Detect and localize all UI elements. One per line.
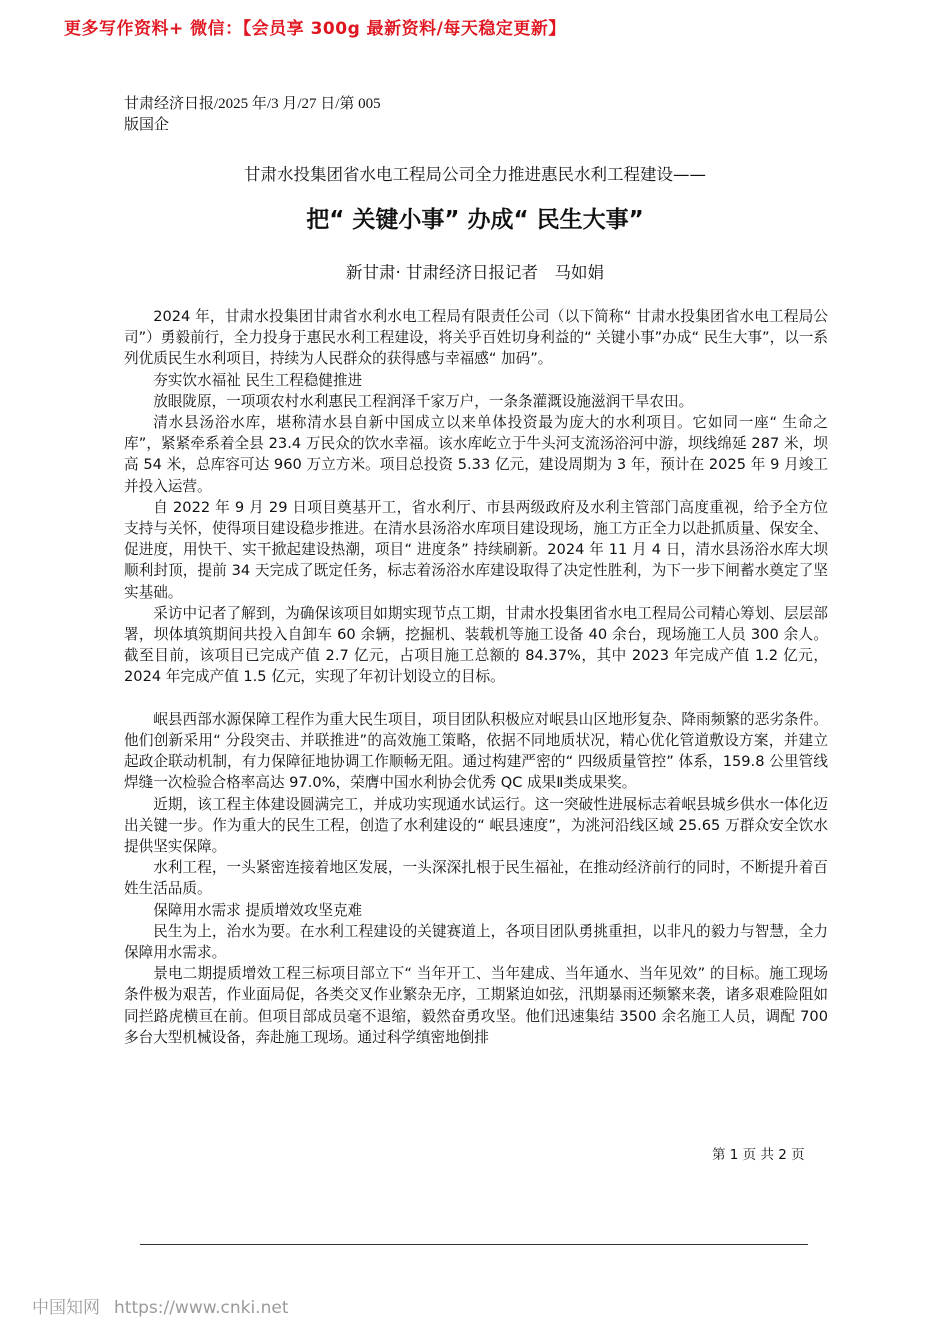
paragraph: 水利工程，一头紧密连接着地区发展，一头深深扎根于民生福祉，在推动经济前行的同时，不断提升着百姓生活品质。 bbox=[124, 859, 828, 898]
footer-divider bbox=[140, 1244, 808, 1245]
article-subtitle: 甘肃水投集团省水电工程局公司全力推进惠民水利工程建设—— bbox=[244, 165, 706, 184]
footer-url[interactable]: https://www.cnki.net bbox=[114, 1298, 289, 1318]
article-byline: 新甘肃· 甘肃经济日报记者 马如娟 bbox=[346, 263, 604, 282]
source-line-1: 甘肃经济日报/2025 年/3 月/27 日/第 005 bbox=[124, 96, 381, 112]
section-heading: 保障用水需求 提质增效攻坚克难 bbox=[153, 901, 363, 919]
paragraph: 民生为上，治水为要。在水利工程建设的关键赛道上，各项目团队勇挑重担，以非凡的毅力与智慧，全力保障用水需求。 bbox=[124, 922, 828, 962]
paragraph: 景电二期提质增效工程三标项目部立下“ 当年开工、当年建成、当年通水、当年见效” 的目标。施工现场条件极为艰苦，作业面局促，各类交叉作业繁杂无序，工期紧迫如弦，汛期暴雨还频繁来袭，诸多艰难险阻如同拦路虎横亘在前。但项目部成员毫不退缩，毅然奋勇攻坚。他们迅速集结 3500 余名施工人员，调配 700 多台大型机械设备，奔赴施工现场。通过科学缜密地倒排 bbox=[124, 965, 828, 1046]
paragraph: 岷县西部水源保障工程作为重大民生项目，项目团队积极应对岷县山区地形复杂、降雨频繁的恶劣条件。他们创新采用“ 分段突击、并联推进”的高效施工策略，依据不同地质状况，精心优化管道敷设方案，并建立起政企联动机制，有力保障征地协调工作顺畅无阻。通过构建严密的“ 四级质量管控” 体系，159.8 公里管线焊缝一次检验合格率高达 97.0%，荣膺中国水利协会优秀 QC 成果Ⅱ类成果奖。 bbox=[124, 710, 828, 792]
source-line-2: 版国企 bbox=[124, 117, 170, 133]
article-body bbox=[124, 306, 828, 1048]
paragraph: 近期，该工程主体建设圆满完工，并成功实现通水试运行。这一突破性进展标志着岷县城乡供水一体化迈出关键一步。作为重大的民生工程，创造了水利建设的“ 岷县速度”，为洮河沿线区域 25.65 万群众安全饮水提供坚实保障。 bbox=[124, 795, 828, 856]
promo-banner: 更多写作资料+ 微信：【会员享 300g 最新资料/每天稳定更新】 bbox=[64, 19, 566, 39]
page-number: 第 1 页 共 2 页 bbox=[712, 1147, 805, 1163]
source-info bbox=[124, 94, 464, 136]
paragraph: 放眼陇原，一项项农村水利惠民工程润泽千家万户，一条条灌溉设施滋润干旱农田。 bbox=[153, 392, 694, 410]
footer bbox=[32, 1293, 302, 1318]
footer-brand: 中国知网 bbox=[32, 1298, 100, 1318]
paragraph: 采访中记者了解到，为确保该项目如期实现节点工期，甘肃水投集团省水电工程局公司精心筹划、层层部署，坝体填筑期间共投入自卸车 60 余辆，挖掘机、装载机等施工设备 40 余台，现场施工人员 300 余人。截至目前，该项目已完成产值 2.7 亿元，占项目施工总额的 84.37%，其中 2023 年完成产值 1.2 亿元，2024 年完成产值 1.5 亿元，实现了年初计划设立的目标。 bbox=[124, 604, 828, 686]
paragraph: 清水县汤浴水库，堪称清水县自新中国成立以来单体投资最为庞大的水利项目。它如同一座“ 生命之库”，紧紧牵系着全县 23.4 万民众的饮水幸福。该水库屹立于牛头河支流汤浴河中游，坝线绵延 287 米，坝高 54 米，总库容可达 960 万立方米。项目总投资 5.33 亿元，建设周期为 3 年，预计在 2025 年 9 月竣工并投入运营。 bbox=[124, 414, 828, 495]
section-heading: 夯实饮水福祉 民生工程稳健推进 bbox=[153, 371, 363, 389]
paragraph: 自 2022 年 9 月 29 日项目奠基开工，省水利厅、市县两级政府及水利主管部门高度重视，给予全方位支持与关怀，使得项目建设稳步推进。在清水县汤浴水库项目建设现场，施工方正全力以赴抓质量、保安全、促进度，用快干、实干掀起建设热潮，项目“ 进度条” 持续刷新。2024 年 11 月 4 日，清水县汤浴水库大坝顺利封顶，提前 34 天完成了既定任务，标志着汤浴水库建设取得了决定性胜利，为下一步下闸蓄水奠定了坚实基础。 bbox=[124, 498, 828, 601]
article-title: 把“ 关键小事” 办成“ 民生大事” bbox=[306, 207, 644, 233]
paragraph-gap bbox=[124, 688, 828, 709]
paragraph: 2024 年，甘肃水投集团甘肃省水利水电工程局有限责任公司（以下简称“ 甘肃水投集团省水电工程局公司”）勇毅前行，全力投身于惠民水利工程建设，将关乎百姓切身利益的“ 关键小事”办成“ 民生大事”，以一系列优质民生水利项目，持续为人民群众的获得感与幸福感“ 加码”。 bbox=[124, 308, 828, 368]
